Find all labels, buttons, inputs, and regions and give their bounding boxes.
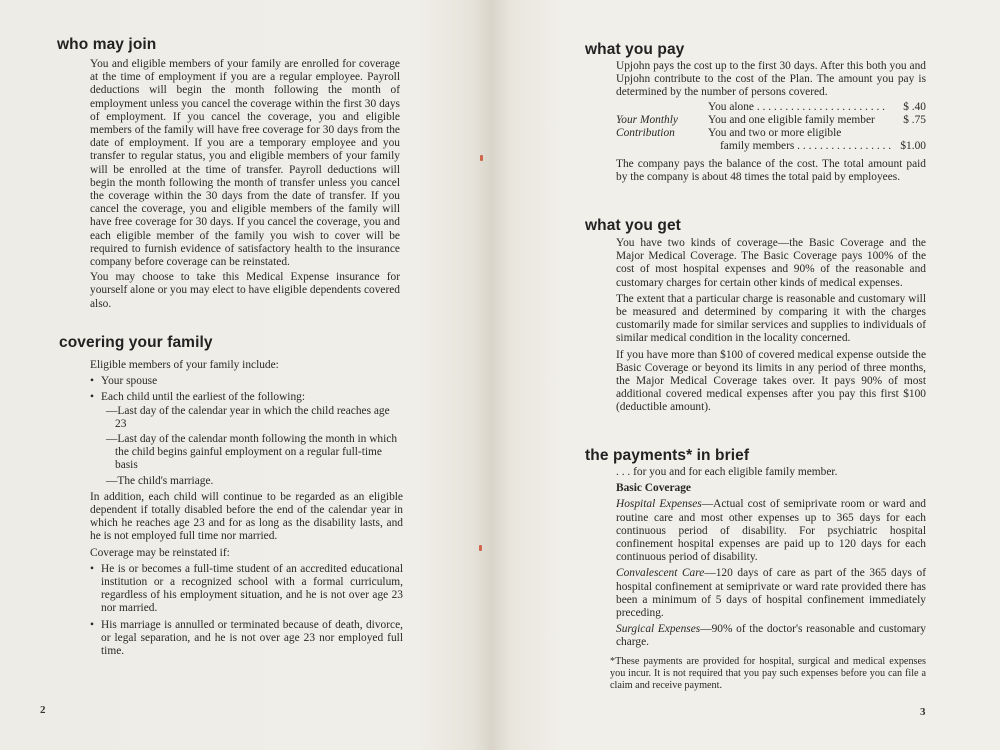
- convalescent-care-item: Convalescent Care—120 days of care as part of the 365 days of hospital confinement at semiprivate or ward rate provided there has been a minimum of 5 days of hospital confinement immediately preceding.: [616, 567, 926, 620]
- bullet-student: • He is or becomes a full-time student of an accredited educational institution or a recognized school with a formal curriculum, regardless of his employment situation, and he is not over age 23 nor married.: [90, 562, 403, 615]
- reinstated-intro: Coverage may be reinstated if:: [90, 546, 230, 559]
- who-may-join-body: [90, 58, 400, 311]
- who-may-join-paragraph-2: You may choose to take this Medical Expense insurance for yourself alone or you may elect to have eligible dependents covered also.: [90, 271, 400, 310]
- contribution-table: [616, 101, 926, 156]
- what-you-get-heading: what you get: [585, 217, 681, 234]
- what-you-pay-heading: what you pay: [585, 41, 685, 58]
- basic-coverage-heading: Basic Coverage: [616, 482, 691, 495]
- disabled-child-paragraph: In addition, each child will continue to be regarded as an eligible dependent if totally disabled before the end of the calendar year in which he reaches age 23 and for as long as the disability lasts, and he is not employed full time nor married.: [90, 490, 403, 543]
- surgical-expenses-item: Surgical Expenses—90% of the doctor's reasonable and customary charge.: [616, 623, 926, 649]
- footnote: *These payments are provided for hospital, surgical and medical expenses you incur. It is not required that you pay such expenses before you can file a claim and receive payment.: [610, 656, 926, 691]
- what-you-get-body: [616, 237, 926, 415]
- brief-intro: . . . for you and for each eligible family member.: [616, 466, 838, 478]
- get-paragraph-3: If you have more than $100 of covered medical expense outside the Basic Coverage or beyond its limits in any period of three months, the Major Medical Coverage takes over. It pays 90% of most additional covered medical expenses after you pay this first $100 (deductible amount).: [616, 348, 926, 414]
- pay-paragraph-2: The company pays the balance of the cost. The total amount paid by the company is about 48 times the total paid by employees.: [616, 157, 926, 183]
- what-you-pay-body: [616, 60, 926, 184]
- child-condition-1: —Last day of the calendar year in which the child reaches age 23: [106, 404, 390, 430]
- page-number-left: 2: [40, 704, 46, 716]
- left-page: [0, 0, 492, 750]
- who-may-join-heading: who may join: [57, 36, 157, 53]
- get-paragraph-2: The extent that a particular charge is reasonable and customary will be measured and determined by comparing it with the charges customarily made for similar services and supplies to individuals of similar medical condition in the locality concerned.: [616, 292, 926, 345]
- hospital-expenses-item: Hospital Expenses—Actual cost of semiprivate room or ward and routine care and most other expenses up to 365 days for each continuous period of disability. For psychiatric hospital confinement hospital expenses are paid up to 120 days for each continuous period of disability.: [616, 498, 926, 564]
- covering-family-heading: covering your family: [59, 334, 213, 351]
- binding-mark: [480, 155, 483, 161]
- contribution-row-1-value: $ .40: [903, 100, 926, 113]
- contribution-row-3-label-b: family members . . . . . . . . . . . . . . . . .: [720, 139, 892, 152]
- covering-family-body: [90, 359, 403, 658]
- get-paragraph-1: You have two kinds of coverage—the Basic Coverage and the Major Medical Coverage. The Basic Coverage pays 100% of the cost of most hospital expenses and 90% of the reasonable and customary charges for certain other kinds of medical expenses.: [616, 237, 926, 289]
- contribution-label-1: Your Monthly: [616, 113, 678, 126]
- child-condition-2: —Last day of the calendar month following the month in which the child begins gainful employment on a regular full-time basis: [106, 433, 398, 472]
- family-intro: Eligible members of your family include:: [90, 359, 279, 371]
- bullet-spouse: • Your spouse: [90, 375, 158, 388]
- contribution-row-2-value: $ .75: [903, 113, 926, 126]
- page-number-right: 3: [920, 706, 926, 718]
- binding-mark: [479, 545, 482, 551]
- contribution-label-2: Contribution: [616, 126, 675, 139]
- who-may-join-paragraph-1: You and eligible members of your family are enrolled for coverage at the time of employment if you are a regular employee. Payroll deductions will begin the month following the month of employment unless you cancel the coverage within the first 30 days of employment. If you cancel the coverage, you and eligible members of the family will have free coverage for 30 days from the date of employment. If you are a temporary employee and you transfer to regular status, you and eligible members of your family will be enrolled at the time of transfer. Payroll deductions will begin the month following the month of transfer unless you cancel the coverage within the 30 days from the date of transfer. If you cancel the coverage, you and eligible members of the family will have free coverage for 30 days. If you cancel the coverage, you and each eligible member of the family you wish to cover will be required to furnish evidence of satisfactory health to the insurance company before coverage can be reinstated.: [90, 58, 400, 269]
- pay-paragraph-1: Upjohn pays the cost up to the first 30 days. After this both you and Upjohn contribute to the cost of the Plan. The amount you pay is determined by the number of persons covered.: [616, 60, 926, 99]
- bullet-marriage: • His marriage is annulled or terminated because of death, divorce, or legal separation, and he is not over age 23 nor employed full time.: [90, 618, 403, 658]
- payments-in-brief-body: [616, 466, 926, 650]
- contribution-row-3-value: $1.00: [900, 139, 926, 152]
- right-page: [492, 0, 1000, 750]
- bullet-child: • Each child until the earliest of the following:: [90, 391, 306, 404]
- contribution-row-2-label: You and one eligible family member: [708, 113, 875, 126]
- contribution-row-1-label: You alone . . . . . . . . . . . . . . . . . . . . . . .: [708, 100, 885, 113]
- payments-in-brief-heading: the payments* in brief: [585, 447, 750, 464]
- contribution-row-3-label-a: You and two or more eligible: [708, 126, 842, 139]
- child-condition-3: —The child's marriage.: [106, 474, 214, 487]
